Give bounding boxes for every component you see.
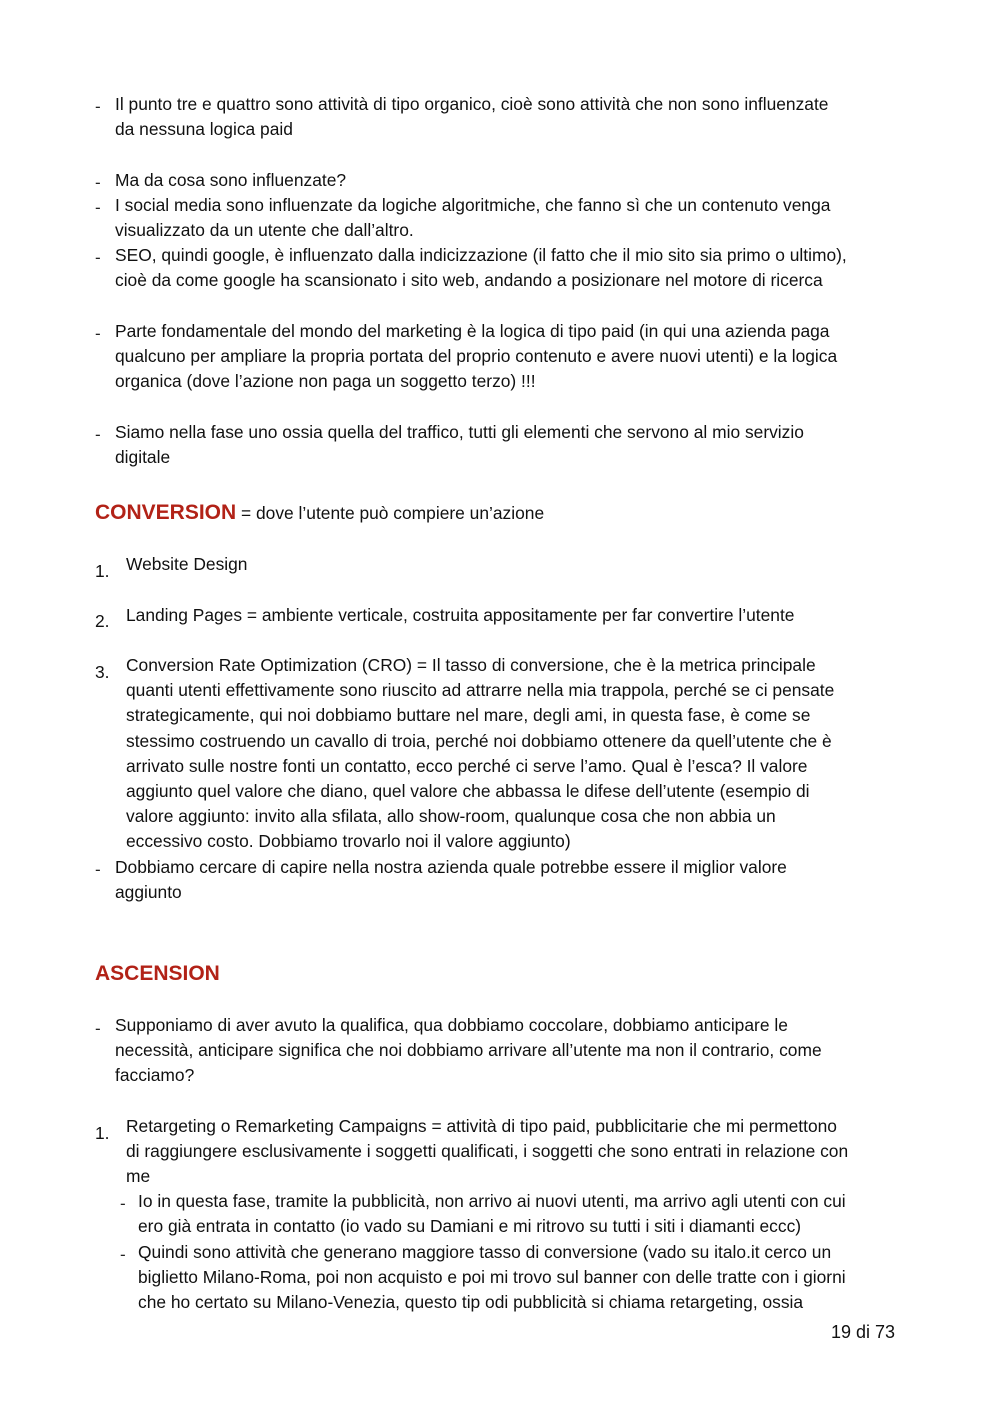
bullet-dash: - xyxy=(95,860,101,879)
list-number: 1. xyxy=(95,561,110,581)
text-line: arrivato sulle nostre fonti un contatto, ecco perché ci serve l’amo. Qual è l’esca? Il valore xyxy=(126,756,808,776)
list-number: 2. xyxy=(95,611,110,631)
text-line: Retargeting o Remarketing Campaigns = attività di tipo paid, pubblicitarie che mi permettono xyxy=(126,1116,837,1136)
text-line: ero già entrata in contatto (io vado su Damiani e mi ritrovo su tutti i siti i diamanti eccc) xyxy=(138,1216,802,1236)
text-line: Io in questa fase, tramite la pubblicità, non arrivo ai nuovi utenti, ma arrivo agli utenti con cui xyxy=(138,1191,846,1211)
text-line: da nessuna logica paid xyxy=(115,119,293,139)
text-line: Landing Pages = ambiente verticale, costruita appositamente per far convertire l’utente xyxy=(126,605,795,625)
text-line: visualizzato da un utente che dall’altro. xyxy=(115,220,414,240)
bullet-dash: - xyxy=(95,1019,101,1038)
text-line: facciamo? xyxy=(115,1065,195,1085)
text-line: biglietto Milano-Roma, poi non acquisto e poi mi trovo sul banner con delle tratte con i giorni xyxy=(138,1267,846,1287)
text-line: SEO, quindi google, è influenzato dalla indicizzazione (il fatto che il mio sito sia primo o ultimo), xyxy=(115,245,847,265)
text-line: quanti utenti effettivamente sono riuscito ad attrarre nella mia trappola, perché se ci pensate xyxy=(126,680,835,700)
text-line: che ho certato su Milano-Venezia, questo tip odi pubblicità si chiama retargeting, ossia xyxy=(138,1292,804,1312)
bullet-dash: - xyxy=(120,1245,126,1264)
bullet-dash: - xyxy=(120,1194,126,1213)
bullet-dash: - xyxy=(95,97,101,116)
text-line: Supponiamo di aver avuto la qualifica, qua dobbiamo coccolare, dobbiamo anticipare le xyxy=(115,1015,788,1035)
text-line: digitale xyxy=(115,447,171,467)
bullet-dash: - xyxy=(95,173,101,192)
text-line: Ma da cosa sono influenzate? xyxy=(115,170,347,190)
page-number: 19 di 73 xyxy=(831,1322,896,1342)
bullet-dash: - xyxy=(95,324,101,343)
text-line: Quindi sono attività che generano maggiore tasso di conversione (vado su italo.it cerco un xyxy=(138,1242,832,1262)
text-line: eccessivo costo. Dobbiamo trovarlo noi il valore aggiunto) xyxy=(126,831,571,851)
bullet-dash: - xyxy=(95,248,101,267)
text-line: di raggiungere esclusivamente i soggetti qualificati, i soggetti che sono entrati in relazione con xyxy=(126,1141,849,1161)
text-line: Conversion Rate Optimization (CRO) = Il tasso di conversione, che è la metrica principale xyxy=(126,655,816,675)
text-line: strategicamente, qui noi dobbiamo buttare nel mare, degli ami, in questa fase, è come se xyxy=(126,705,811,725)
section-heading-conversion xyxy=(95,499,544,527)
text-line: me xyxy=(126,1166,151,1186)
text-line: stessimo costruendo un cavallo di troia, perché noi dobbiamo ottenere da quell’utente che è xyxy=(126,731,832,751)
list-number: 1. xyxy=(95,1123,110,1143)
text-line: valore aggiunto: invito alla sfilata, allo show-room, qualunque cosa che non abbia un xyxy=(126,806,776,826)
text-line: Siamo nella fase uno ossia quella del traffico, tutti gli elementi che servono al mio servizio xyxy=(115,422,804,442)
text-line: Parte fondamentale del mondo del marketing è la logica di tipo paid (in qui una azienda paga xyxy=(115,321,830,341)
text-line: I social media sono influenzate da logiche algoritmiche, che fanno sì che un contenuto venga xyxy=(115,195,831,215)
section-heading-ascension: ASCENSION xyxy=(95,962,220,985)
text-line: cioè da come google ha scansionato i sito web, andando a posizionare nel motore di ricerca xyxy=(115,270,823,290)
text-line: Dobbiamo cercare di capire nella nostra azienda quale potrebbe essere il miglior valore xyxy=(115,857,787,877)
bullet-dash: - xyxy=(95,198,101,217)
text-line: necessità, anticipare significa che noi dobbiamo arrivare all’utente ma non il contrario, come xyxy=(115,1040,822,1060)
text-line: organica (dove l’azione non paga un soggetto terzo) !!! xyxy=(115,371,536,391)
list-number: 3. xyxy=(95,662,110,682)
text-line: Website Design xyxy=(126,554,248,574)
text-line: aggiunto quel valore che diano, quel valore che abbassa le difese dell’utente (esempio di xyxy=(126,781,810,801)
conversion-subtitle: = dove l’utente può compiere un’azione xyxy=(236,503,545,523)
text-line: qualcuno per ampliare la propria portata del proprio contenuto e avere nuovi utenti) e la logica xyxy=(115,346,838,366)
text-line: aggiunto xyxy=(115,882,182,902)
conversion-title: CONVERSION xyxy=(95,501,237,524)
bullet-dash: - xyxy=(95,425,101,444)
text-line: Il punto tre e quattro sono attività di tipo organico, cioè sono attività che non sono influenzate xyxy=(115,94,829,114)
